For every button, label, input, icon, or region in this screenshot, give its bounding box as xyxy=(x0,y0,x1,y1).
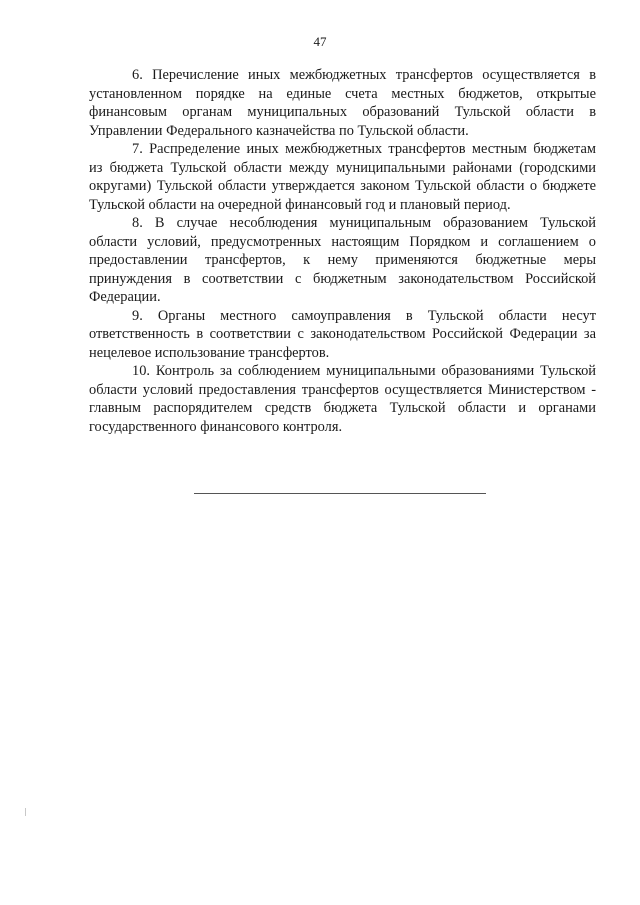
paragraph-10: 10. Контроль за соблюдением муниципальными образованиями Тульской области условий предоставления трансфертов осуществляется Министерством - главным распорядителем средств бюджета Тульской области и органами государственного финансового контроля. xyxy=(89,363,596,435)
margin-mark xyxy=(25,808,26,816)
document-body xyxy=(89,66,596,436)
paragraph-9: 9. Органы местного самоуправления в Тульской области несут ответственность в соответствии с законодательством Российской Федерации за нецелевое использование трансфертов. xyxy=(89,307,596,361)
paragraph-6: 6. Перечисление иных межбюджетных трансфертов осуществляется в установленном порядке на единые счета местных бюджетов, открытые финансовым органам муниципальных образований Тульской области в Управлении Федерального казначейства по Тульской области. xyxy=(89,67,596,139)
end-separator-line xyxy=(194,493,486,494)
page-number: 47 xyxy=(313,34,327,49)
paragraph-8: 8. В случае несоблюдения муниципальным образованием Тульской области условий, предусмотренных настоящим Порядком и соглашением о предоставлении трансфертов, к нему применяются бюджетные меры принуждения в соответствии с бюджетным законодательством Российской Федерации. xyxy=(89,215,596,305)
paragraph-7: 7. Распределение иных межбюджетных трансфертов местным бюджетам из бюджета Тульской области между муниципальными районами (городскими округами) Тульской области утверждается законом Тульской области о бюджете Тульской области на очередной финансовый год и плановый период. xyxy=(89,141,596,213)
